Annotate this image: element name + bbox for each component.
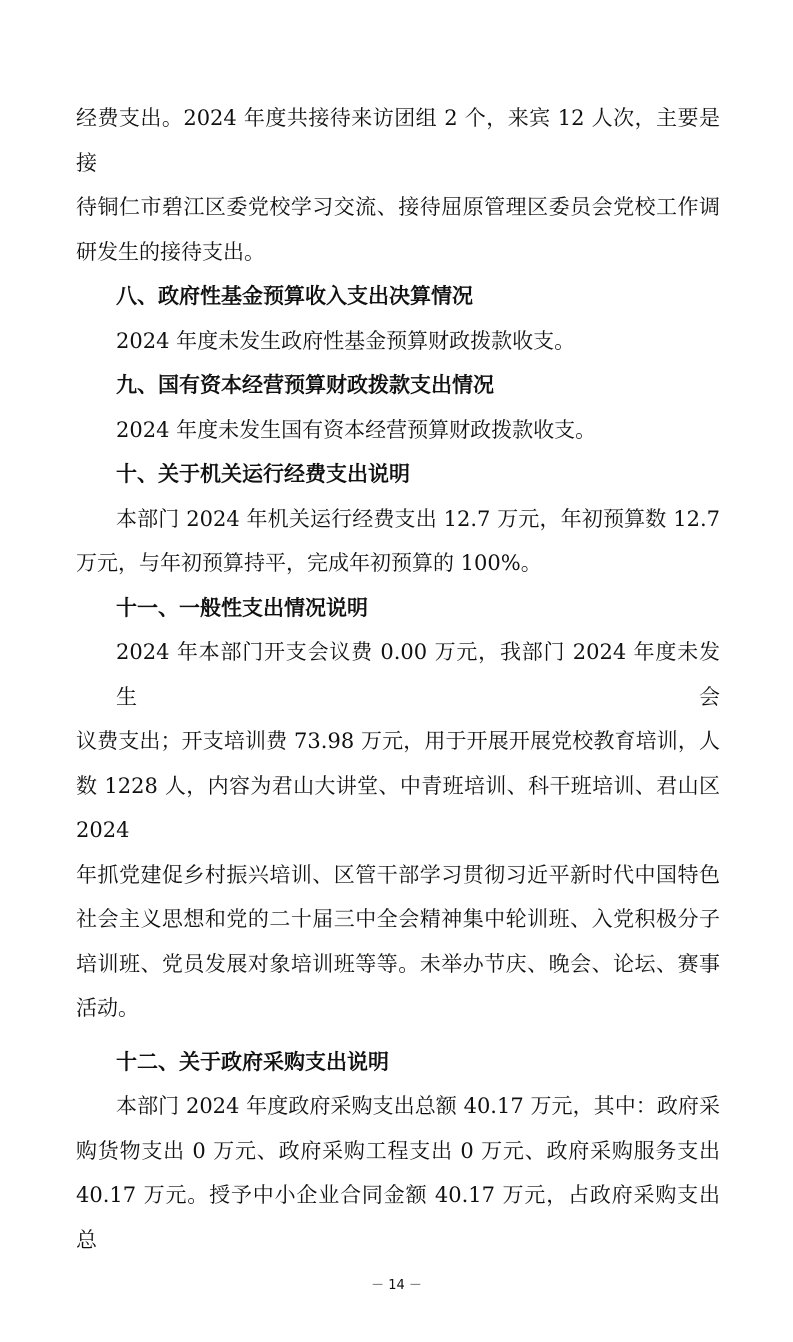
paragraph-line: 培训班、党员发展对象培训班等等。未举办节庆、晚会、论坛、赛事 bbox=[76, 951, 720, 976]
paragraph-line: 购货物支出 0 万元、政府采购工程支出 0 万元、政府采购服务支出 bbox=[76, 1138, 720, 1163]
paragraph-line: 活动。 bbox=[76, 996, 139, 1020]
paragraph-line: 年抓党建促乡村振兴培训、区管干部学习贯彻习近平新时代中国特色 bbox=[76, 862, 720, 887]
document-body bbox=[76, 0, 720, 1262]
paragraph-line: 议费支出；开支培训费 73.98 万元，用于开展开展党校教育培训，人 bbox=[76, 729, 720, 753]
paragraph-line: 2024 年度未发生政府性基金预算财政拨款收支。 bbox=[116, 328, 576, 353]
paragraph-line: 2024 年度未发生国有资本经营预算财政拨款收支。 bbox=[116, 417, 597, 442]
section-heading: 九、国有资本经营预算财政拨款支出情况 bbox=[116, 372, 494, 397]
section-heading: 八、政府性基金预算收入支出决算情况 bbox=[116, 283, 473, 308]
paragraph-line: 社会主义思想和党的二十届三中全会精神集中轮训班、入党积极分子 bbox=[76, 907, 720, 931]
section-heading: 十二、关于政府采购支出说明 bbox=[116, 1048, 389, 1074]
paragraph-line: 经费支出。2024 年度共接待来访团组 2 个，来宾 12 人次，主要是接 bbox=[76, 106, 720, 175]
paragraph-line: 研发生的接待支出。 bbox=[76, 239, 265, 264]
section-heading: 十、关于机关运行经费支出说明 bbox=[116, 461, 410, 486]
paragraph-line: 待铜仁市碧江区委党校学习交流、接待屈原管理区委员会党校工作调 bbox=[76, 195, 720, 219]
page-number: － 14 － bbox=[371, 1278, 422, 1293]
paragraph-line: 40.17 万元。授予中小企业合同金额 40.17 万元，占政府采购支出总 bbox=[76, 1183, 720, 1252]
paragraph-line: 本部门 2024 年度政府采购支出总额 40.17 万元，其中：政府采 bbox=[116, 1094, 720, 1118]
paragraph-line: 万元，与年初预算持平，完成年初预算的 100%。 bbox=[76, 551, 542, 575]
paragraph-line: 本部门 2024 年机关运行经费支出 12.7 万元，年初预算数 12.7 bbox=[116, 506, 720, 531]
paragraph-line: 数 1228 人，内容为君山大讲堂、中青班培训、科干班培训、君山区 2024 bbox=[76, 773, 720, 842]
section-heading: 十一、一般性支出情况说明 bbox=[116, 594, 368, 620]
paragraph-line: 2024 年本部门开支会议费 0.00 万元，我部门 2024 年度未发生会 bbox=[116, 640, 720, 709]
